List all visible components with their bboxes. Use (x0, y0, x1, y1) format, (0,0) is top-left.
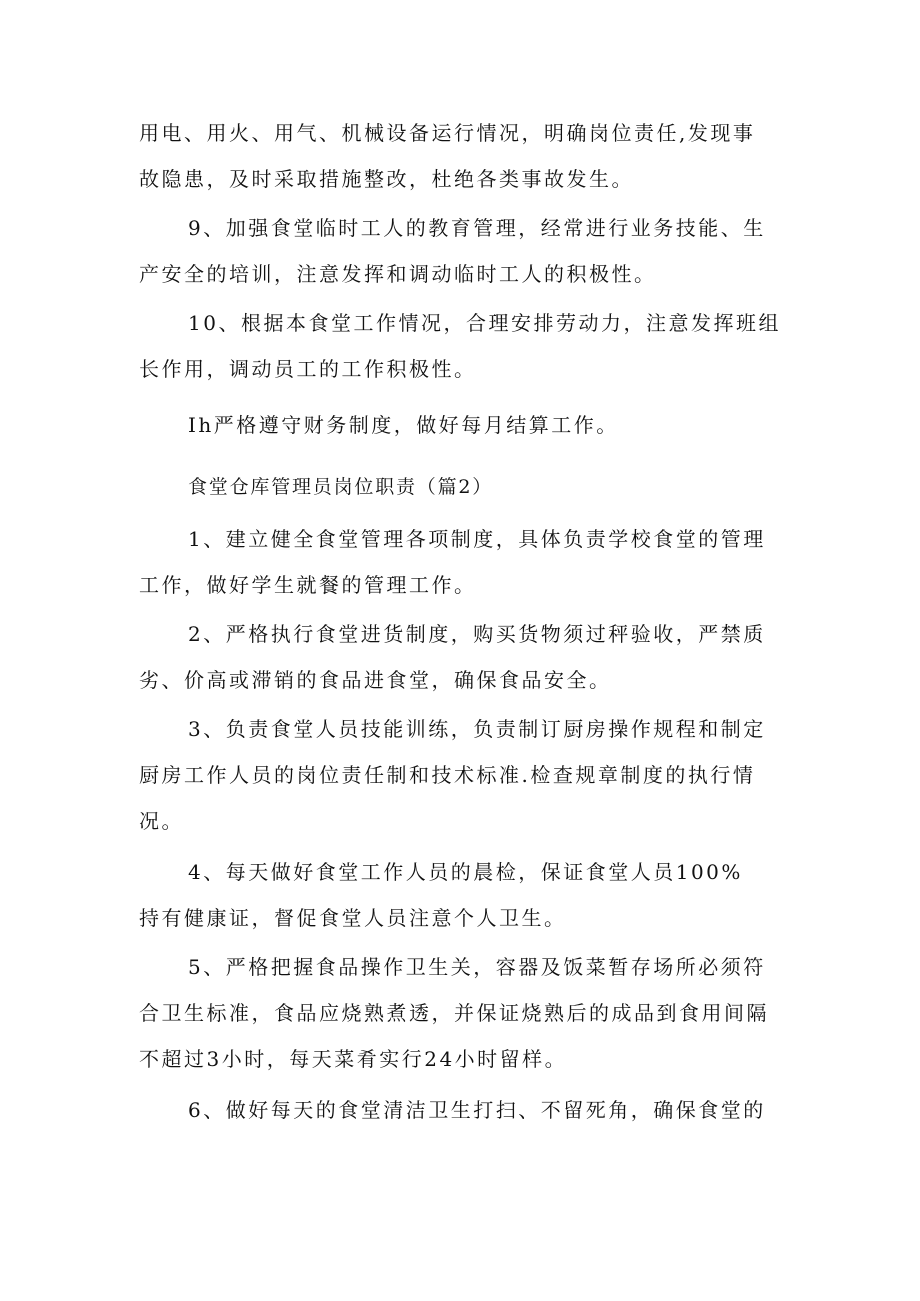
text-line-3: 9、加强食堂临时工人的教育管理，经常进行业务技能、生 (188, 216, 766, 240)
text-line-7: Ih严格遵守财务制度，做好每月结算工作。 (188, 413, 619, 437)
text-line-9: 1、建立健全食堂管理各项制度，具体负责学校食堂的管理 (188, 527, 766, 551)
text-line-10: 工作，做好学生就餐的管理工作。 (139, 573, 477, 597)
text-line-16: 4、每天做好食堂工作人员的晨检，保证食堂人员100% (188, 860, 743, 884)
section-title: 食堂仓库管理员岗位职责（篇2） (188, 476, 494, 498)
text-line-6: 长作用，调动员工的工作积极性。 (139, 357, 477, 381)
text-line-13: 3、负责食堂人员技能训练，负责制订厨房操作规程和制定 (188, 717, 766, 741)
text-line-18: 5、严格把握食品操作卫生关，容器及饭菜暂存场所必须符 (188, 955, 766, 979)
text-line-15: 况。 (139, 809, 184, 833)
text-line-11: 2、严格执行食堂进货制度，购买货物须过秤验收，严禁质 (188, 622, 766, 646)
text-line-4: 产安全的培训，注意发挥和调动临时工人的积极性。 (139, 262, 657, 286)
text-line-1: 用电、用火、用气、机械设备运行情况，明确岗位责任,发现事 (139, 121, 756, 145)
text-line-20: 不超过3小时，每天菜肴实行24小时留样。 (139, 1047, 568, 1071)
text-line-19: 合卫生标准，食品应烧熟煮透，并保证烧熟后的成品到食用间隔 (139, 1001, 769, 1025)
text-line-21: 6、做好每天的食堂清洁卫生打扫、不留死角，确保食堂的 (188, 1098, 766, 1122)
text-line-12: 劣、价高或滞销的食品进食堂，确保食品安全。 (139, 668, 612, 692)
text-line-5: 10、根据本食堂工作情况，合理安排劳动力，注意发挥班组 (188, 311, 781, 335)
text-line-2: 故隐患，及时采取措施整改，杜绝各类事故发生。 (139, 167, 634, 191)
text-line-14: 厨房工作人员的岗位责任制和技术标准.检查规章制度的执行情 (139, 763, 756, 787)
document-body (139, 110, 784, 1133)
text-line-17: 持有健康证，督促食堂人员注意个人卫生。 (139, 906, 567, 930)
